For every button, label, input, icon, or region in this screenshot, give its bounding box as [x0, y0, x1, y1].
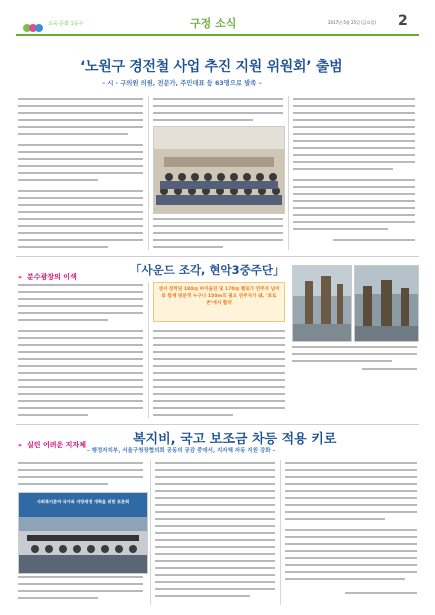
- header-rule: [16, 34, 419, 36]
- article2-section-marker: [18, 264, 77, 283]
- article2-section-label: 분수광장의 이색: [26, 273, 77, 281]
- article3-section-label: 실린 어려운 지자체: [26, 441, 86, 449]
- article2-title: 「사운드 조각, 현악3중주단」: [130, 263, 285, 277]
- article3-col3: [285, 460, 417, 605]
- article3-divider1: [150, 460, 151, 605]
- article3-col1-top: [18, 460, 143, 490]
- double-chevron-icon: »: [18, 274, 22, 281]
- article2-photo-1: [292, 265, 352, 342]
- article1-divider1: [148, 96, 149, 250]
- issue-date: 2017년 5월 25일 (금요일): [328, 20, 376, 25]
- article2-col2: [153, 328, 285, 418]
- article1-col1: [18, 96, 143, 250]
- article3-col1-bottom: [18, 574, 143, 604]
- site-name: 교육·문화 1등구: [48, 21, 84, 27]
- article2-bottom-rule: [16, 424, 419, 425]
- article2-photo-caption: [292, 344, 417, 372]
- article3-photo-banner: 사회복지분야 국가와 지방재정 개혁을 위한 토론회: [36, 499, 130, 504]
- article1-photo: [153, 126, 285, 214]
- article2-col1: [18, 282, 143, 418]
- article3-title: 복지비, 국고 보조금 차등 적용 키로: [133, 432, 337, 447]
- article1-col2-bottom: [153, 216, 283, 250]
- header: [0, 0, 435, 40]
- page-number: 2: [398, 13, 408, 29]
- article1-subtitle: – 시 · 구의원 의원, 전문가, 주민대표 등 63명으로 발족 –: [102, 80, 262, 87]
- article1-divider2: [288, 96, 289, 250]
- article2-highlight-box: [153, 282, 285, 322]
- article2-highlight: 센서 장착된 180㎝ 바이올린 및 170㎝ 첼로가 연주자 넘어와 함께 방문객 누구나 150m의 필요 연주자가 돼, ‘포토존’에서 활약: [158, 287, 280, 307]
- article3-section-marker: [18, 432, 86, 451]
- article3-subtitle: – 행정자치부, 서울구청장협의회 공동의 공감 중에서, 지자체 자동 지원 강화 –: [87, 448, 276, 454]
- section-title: 구정 소식: [190, 17, 237, 30]
- article3-col2: [155, 460, 275, 605]
- article3-divider2: [280, 460, 281, 605]
- article1-col3: [293, 96, 415, 250]
- article3-photo: [18, 492, 148, 574]
- double-chevron-icon: »: [18, 442, 22, 449]
- article1-col2-top: [153, 96, 283, 124]
- article2-photo-2: [354, 265, 419, 342]
- article1-title: ‘노원구 경전철 사업 추진 지원 위원회’ 출범: [80, 59, 343, 75]
- article1-bottom-rule: [16, 256, 419, 257]
- article2-divider1: [148, 282, 149, 418]
- logo-icon: [22, 18, 44, 28]
